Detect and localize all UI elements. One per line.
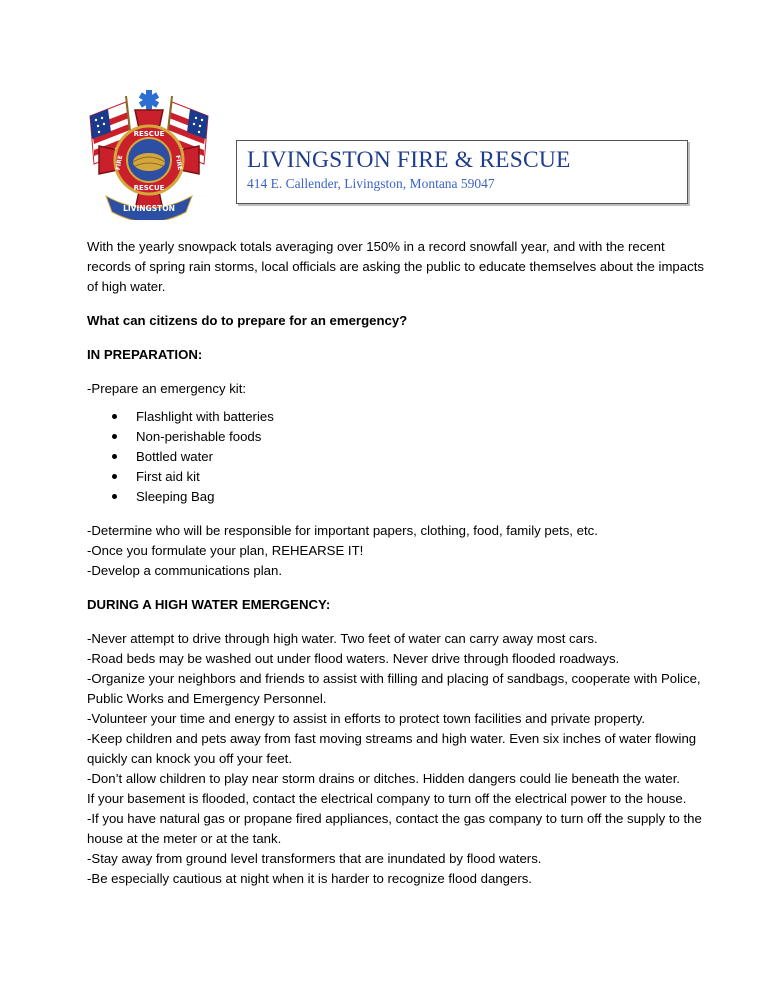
organization-address: 414 E. Callender, Livingston, Montana 59047 — [247, 176, 495, 191]
list-item: Flashlight with batteries — [87, 407, 707, 427]
during-line: -Road beds may be washed out under flood waters. Never drive through flooded roadways. — [87, 651, 620, 666]
during-line: -Organize your neighbors and friends to assist with filling and placing of sandbags, cooperate with Police, Public Works and Emergency Personnel. — [87, 671, 701, 706]
star-of-life-icon — [139, 90, 159, 110]
emergency-kit-list — [87, 407, 707, 507]
badge-text-bottom: LIVINGSTON — [123, 204, 175, 213]
list-item: First aid kit — [87, 467, 707, 487]
preparation-step: -Develop a communications plan. — [87, 563, 282, 578]
during-line: -Don’t allow children to play near storm drains or ditches. Hidden dangers could lie beneath the water. — [87, 771, 681, 786]
question-heading: What can citizens do to prepare for an emergency? — [87, 313, 408, 328]
list-item: Non-perishable foods — [87, 427, 707, 447]
badge-text-lower: RESCUE — [133, 184, 165, 192]
kit-intro: -Prepare an emergency kit: — [87, 381, 247, 396]
fire-rescue-badge-svg — [86, 86, 212, 220]
preparation-step: -Determine who will be responsible for important papers, clothing, food, family pets, etc. — [87, 523, 598, 538]
list-item: Sleeping Bag — [87, 487, 707, 507]
organization-name: LIVINGSTON FIRE & RESCUE — [247, 147, 571, 173]
badge-text-right: FIRE — [173, 154, 184, 171]
document-body — [87, 237, 707, 889]
preparation-step: -Once you formulate your plan, REHEARSE IT! — [87, 543, 364, 558]
preparation-heading: IN PREPARATION: — [87, 347, 203, 362]
during-line: -Never attempt to drive through high water. Two feet of water can carry away most cars. — [87, 631, 598, 646]
letterhead-box — [236, 140, 688, 204]
list-item: Bottled water — [87, 447, 707, 467]
during-line: If your basement is flooded, contact the electrical company to turn off the electrical power to the house. — [87, 791, 687, 806]
during-line: -Be especially cautious at night when it is harder to recognize flood dangers. — [87, 871, 532, 886]
intro-paragraph: With the yearly snowpack totals averaging over 150% in a record snowfall year, and with the recent records of spring rain storms, local officials are asking the public to educate themselves about the impacts of high water. — [87, 239, 704, 294]
during-line: -Stay away from ground level transformers that are inundated by flood waters. — [87, 851, 542, 866]
badge-text-left: FIRE — [114, 154, 125, 171]
during-line: -If you have natural gas or propane fired appliances, contact the gas company to turn off the supply to the house at the meter or at the tank. — [87, 811, 702, 846]
during-line: -Keep children and pets away from fast moving streams and high water. Even six inches of water flowing quickly can knock you off your feet. — [87, 731, 697, 766]
fire-rescue-badge-icon — [86, 86, 212, 220]
badge-text-top: RESCUE — [133, 130, 165, 138]
during-heading: DURING A HIGH WATER EMERGENCY: — [87, 597, 331, 612]
during-line: -Volunteer your time and energy to assist in efforts to protect town facilities and private property. — [87, 711, 646, 726]
